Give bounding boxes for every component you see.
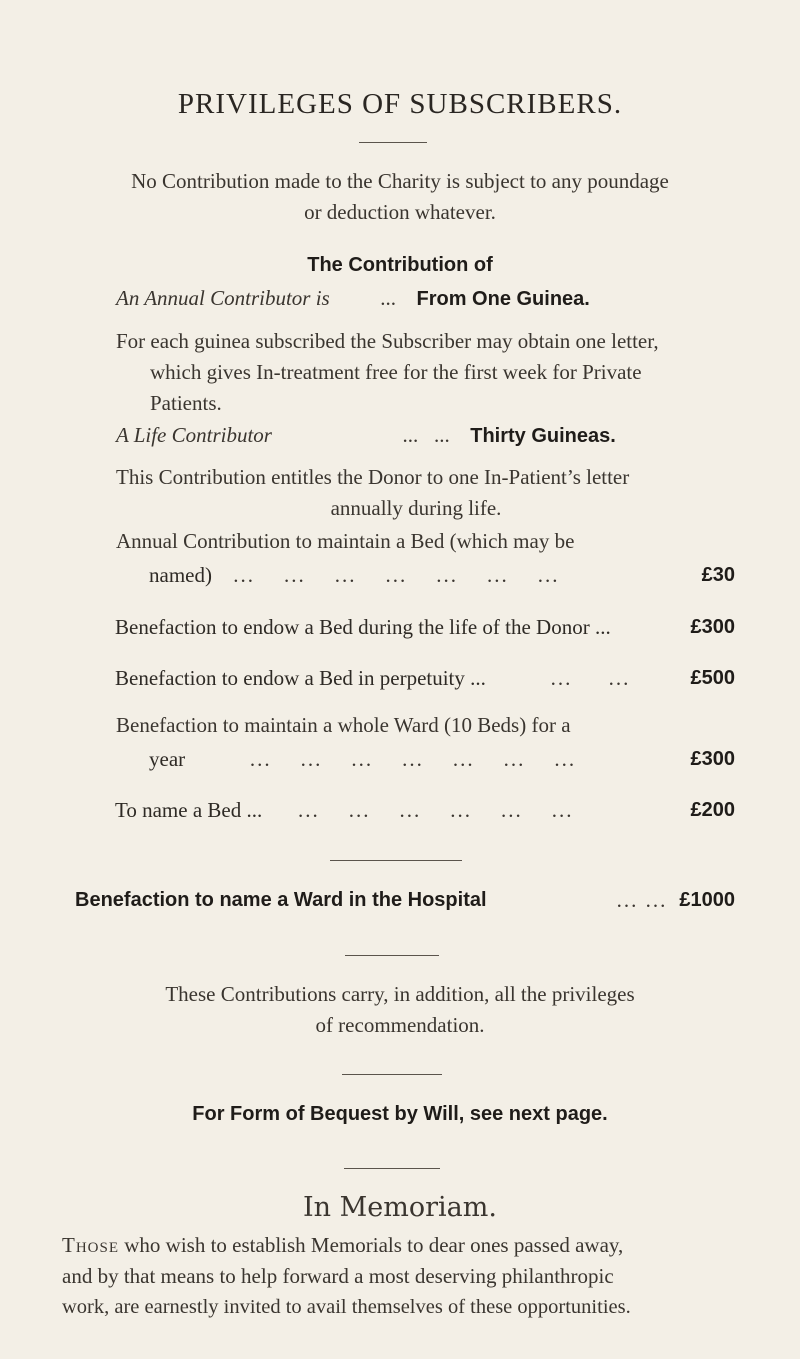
item-4-row <box>115 743 735 775</box>
divider <box>330 860 462 861</box>
divider <box>359 142 427 143</box>
privileges-note <box>60 979 740 1041</box>
item-3-dots: ... ... <box>499 666 631 690</box>
memoriam-line-3: work, are earnestly invited to avail themselves of these opportunities. <box>62 1296 631 1318</box>
item-4-dots: ... ... ... ... ... ... ... <box>199 747 577 771</box>
memoriam-lead-word: Those <box>62 1233 119 1257</box>
annual-note-line-3: Patients. <box>150 391 222 415</box>
annual-note <box>116 326 756 419</box>
item-4-label-line: Benefaction to maintain a whole Ward (10 Beds) for a <box>116 713 571 737</box>
contribution-heading: The Contribution of <box>307 254 493 276</box>
memoriam-paragraph <box>62 1230 752 1323</box>
item-1-label-line: Annual Contribution to maintain a Bed (which may be <box>116 529 575 553</box>
divider <box>342 1074 442 1075</box>
item-2-amount: £300 <box>690 616 735 638</box>
annual-contributor-line <box>116 283 590 315</box>
intro-line-1: No Contribution made to the Charity is subject to any poundage <box>131 169 669 193</box>
annual-note-line-2: which gives In-treatment free for the first week for Private <box>150 360 642 384</box>
ward-row <box>75 884 735 916</box>
privileges-note-line-1: These Contributions carry, in addition, all the privileges <box>165 982 635 1006</box>
life-value: Thirty Guineas. <box>470 425 616 447</box>
ward-dots: ... ... <box>616 888 668 912</box>
item-5-dots: ... ... ... ... ... ... <box>276 798 574 822</box>
bequest-note: For Form of Bequest by Will, see next page. <box>192 1103 608 1125</box>
life-label: A Life Contributor <box>116 423 272 447</box>
item-1-label: named) <box>149 563 212 587</box>
annual-dots: ... <box>380 286 396 310</box>
item-3-row <box>115 662 735 694</box>
privileges-note-line-2: of recommendation. <box>315 1013 485 1037</box>
divider <box>345 955 439 956</box>
item-2-row <box>115 611 735 643</box>
ward-label: Benefaction to name a Ward in the Hospital <box>75 889 487 911</box>
item-4-amount: £300 <box>690 748 735 770</box>
life-dots: ... ... <box>402 423 450 447</box>
memoriam-line-1-text: who wish to establish Memorials to dear ones passed away, <box>119 1233 624 1257</box>
annual-value: From One Guinea. <box>416 288 590 310</box>
item-5-label: To name a Bed ... <box>115 798 263 822</box>
life-contributor-line <box>116 420 616 452</box>
divider <box>344 1168 440 1169</box>
item-5-amount: £200 <box>690 799 735 821</box>
item-1-amount: £30 <box>701 564 735 586</box>
item-3-amount: £500 <box>690 667 735 689</box>
page-title: PRIVILEGES OF SUBSCRIBERS. <box>177 88 623 120</box>
item-1-dots: ... ... ... ... ... ... ... <box>225 563 560 587</box>
memoriam-line-2: and by that means to help forward a most deserving philanthropic <box>62 1264 614 1288</box>
intro-paragraph <box>60 166 740 228</box>
item-5-row <box>115 794 735 826</box>
memoriam-line-1 <box>62 1230 752 1261</box>
memoriam-title: In Memoriam. <box>303 1192 497 1223</box>
item-2-label: Benefaction to endow a Bed during the life of the Donor ... <box>115 615 611 639</box>
item-4-label: year <box>149 747 186 771</box>
life-note-line-1: This Contribution entitles the Donor to one In-Patient’s letter <box>116 465 630 489</box>
annual-label: An Annual Contributor is <box>116 286 330 310</box>
life-note-line-2: annually during life. <box>330 496 502 520</box>
life-note <box>116 462 756 524</box>
intro-line-2: or deduction whatever. <box>304 200 496 224</box>
ward-amount: £1000 <box>679 889 735 911</box>
annual-note-line-1: For each guinea subscribed the Subscriber may obtain one letter, <box>116 329 659 353</box>
item-1-row <box>115 559 735 591</box>
item-3-label: Benefaction to endow a Bed in perpetuity ... <box>115 666 486 690</box>
